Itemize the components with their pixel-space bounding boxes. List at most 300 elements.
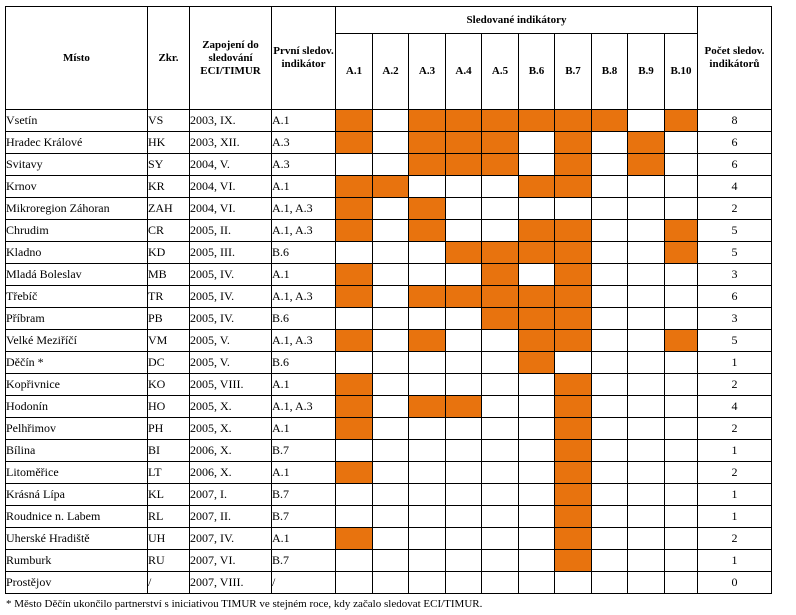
table-row: [6, 374, 772, 396]
cell-zkr: MB: [148, 264, 190, 286]
indicator-cell-b8: [592, 198, 628, 220]
table-body: [6, 110, 772, 594]
cell-pocet: 2: [698, 418, 772, 440]
indicator-cell-b7: [555, 176, 592, 198]
indicator-cell-b9: [628, 110, 665, 132]
indicator-cell-a5: [482, 330, 519, 352]
indicator-cell-a4: [446, 264, 482, 286]
cell-zkr: RL: [148, 506, 190, 528]
indicator-cell-b10: [665, 154, 698, 176]
indicator-cell-a2: [373, 154, 409, 176]
indicator-cell-a5: [482, 264, 519, 286]
indicator-cell-b6: [519, 198, 555, 220]
cell-zkr: ZAH: [148, 198, 190, 220]
indicator-cell-a5: [482, 242, 519, 264]
indicator-header-a2: A.2: [373, 34, 409, 110]
indicator-cell-b7: [555, 440, 592, 462]
indicator-cell-b10: [665, 418, 698, 440]
indicator-cell-a2: [373, 330, 409, 352]
cell-prvni: A.1: [272, 176, 336, 198]
indicator-cell-a2: [373, 418, 409, 440]
indicator-cell-b9: [628, 330, 665, 352]
indicator-cell-a4: [446, 198, 482, 220]
cell-misto: Svitavy: [6, 154, 148, 176]
indicator-cell-a5: [482, 396, 519, 418]
indicator-cell-a5: [482, 484, 519, 506]
indicator-cell-a4: [446, 440, 482, 462]
cell-zapojeni: 2005, X.: [190, 418, 272, 440]
indicator-cell-a1: [336, 264, 373, 286]
indicator-cell-a4: [446, 242, 482, 264]
indicator-cell-a2: [373, 242, 409, 264]
footnote: * Město Děčín ukončilo partnerství s iniciativou TIMUR ve stejném roce, kdy začalo sledovat ECI/TIMUR.: [6, 598, 483, 610]
cell-pocet: 2: [698, 528, 772, 550]
cell-zapojeni: 2006, X.: [190, 462, 272, 484]
cell-zapojeni: 2005, IV.: [190, 286, 272, 308]
indicator-cell-b8: [592, 572, 628, 594]
indicator-cell-a5: [482, 506, 519, 528]
indicator-cell-b6: [519, 286, 555, 308]
indicator-cell-a1: [336, 176, 373, 198]
indicator-cell-a3: [409, 220, 446, 242]
indicator-cell-a3: [409, 286, 446, 308]
indicator-cell-b8: [592, 220, 628, 242]
cell-misto: Děčín *: [6, 352, 148, 374]
cell-misto: Pelhřimov: [6, 418, 148, 440]
cell-zkr: PH: [148, 418, 190, 440]
indicator-cell-a5: [482, 286, 519, 308]
cell-pocet: 1: [698, 440, 772, 462]
indicator-cell-a3: [409, 264, 446, 286]
indicator-cell-b10: [665, 286, 698, 308]
table-row: [6, 176, 772, 198]
indicator-cell-b9: [628, 352, 665, 374]
cell-pocet: 2: [698, 198, 772, 220]
cell-prvni: A.1: [272, 110, 336, 132]
indicator-cell-a2: [373, 528, 409, 550]
indicator-cell-b6: [519, 154, 555, 176]
indicator-cell-a2: [373, 550, 409, 572]
indicator-cell-b8: [592, 352, 628, 374]
indicator-cell-b6: [519, 176, 555, 198]
indicator-cell-b10: [665, 440, 698, 462]
indicator-cell-a2: [373, 264, 409, 286]
cell-pocet: 6: [698, 154, 772, 176]
indicator-cell-b6: [519, 484, 555, 506]
cell-prvni: B.7: [272, 440, 336, 462]
indicator-cell-a2: [373, 198, 409, 220]
indicator-cell-b9: [628, 418, 665, 440]
cell-misto: Roudnice n. Labem: [6, 506, 148, 528]
indicator-cell-b7: [555, 286, 592, 308]
table-row: [6, 264, 772, 286]
indicator-cell-a3: [409, 176, 446, 198]
indicator-cell-b10: [665, 484, 698, 506]
cell-zkr: DC: [148, 352, 190, 374]
cell-zapojeni: 2007, II.: [190, 506, 272, 528]
cell-zkr: TR: [148, 286, 190, 308]
cell-pocet: 1: [698, 506, 772, 528]
cell-misto: Prostějov: [6, 572, 148, 594]
cell-prvni: A.1: [272, 462, 336, 484]
indicator-cell-a4: [446, 220, 482, 242]
cell-zkr: PB: [148, 308, 190, 330]
indicator-cell-b6: [519, 528, 555, 550]
indicator-cell-a4: [446, 506, 482, 528]
cell-zkr: VS: [148, 110, 190, 132]
indicator-header-a3: A.3: [409, 34, 446, 110]
indicator-cell-b10: [665, 220, 698, 242]
table-row: [6, 418, 772, 440]
indicator-cell-a1: [336, 352, 373, 374]
indicator-cell-a1: [336, 154, 373, 176]
indicator-table: [5, 6, 772, 594]
cell-prvni: A.1, A.3: [272, 330, 336, 352]
indicator-header-b6: B.6: [519, 34, 555, 110]
indicator-cell-b6: [519, 550, 555, 572]
indicator-cell-b9: [628, 308, 665, 330]
indicator-cell-a3: [409, 374, 446, 396]
indicator-cell-b10: [665, 242, 698, 264]
cell-pocet: 5: [698, 242, 772, 264]
indicator-cell-b6: [519, 308, 555, 330]
indicator-cell-a3: [409, 572, 446, 594]
indicator-cell-b10: [665, 396, 698, 418]
cell-pocet: 3: [698, 308, 772, 330]
cell-zapojeni: 2003, XII.: [190, 132, 272, 154]
cell-zapojeni: 2004, V.: [190, 154, 272, 176]
indicator-cell-a5: [482, 528, 519, 550]
indicator-cell-a4: [446, 352, 482, 374]
cell-pocet: 4: [698, 176, 772, 198]
table-row: [6, 462, 772, 484]
cell-zapojeni: 2007, VI.: [190, 550, 272, 572]
indicator-cell-b7: [555, 374, 592, 396]
indicator-cell-b10: [665, 198, 698, 220]
indicator-cell-b7: [555, 352, 592, 374]
indicator-cell-b10: [665, 506, 698, 528]
indicator-cell-b9: [628, 154, 665, 176]
cell-pocet: 6: [698, 132, 772, 154]
indicator-cell-a4: [446, 418, 482, 440]
cell-zapojeni: 2005, X.: [190, 396, 272, 418]
indicator-cell-a3: [409, 198, 446, 220]
indicator-cell-b7: [555, 550, 592, 572]
indicator-cell-a4: [446, 528, 482, 550]
indicator-cell-b8: [592, 462, 628, 484]
indicator-cell-b7: [555, 132, 592, 154]
cell-misto: Kopřivnice: [6, 374, 148, 396]
table-row: [6, 308, 772, 330]
cell-zapojeni: 2007, I.: [190, 484, 272, 506]
indicator-cell-a4: [446, 462, 482, 484]
indicator-cell-b9: [628, 374, 665, 396]
cell-prvni: A.1, A.3: [272, 396, 336, 418]
indicator-cell-a4: [446, 308, 482, 330]
cell-misto: Kladno: [6, 242, 148, 264]
cell-misto: Uherské Hradiště: [6, 528, 148, 550]
indicator-cell-a3: [409, 308, 446, 330]
cell-zkr: KL: [148, 484, 190, 506]
cell-prvni: A.3: [272, 154, 336, 176]
indicator-cell-a2: [373, 176, 409, 198]
indicator-cell-a4: [446, 550, 482, 572]
indicator-cell-b6: [519, 220, 555, 242]
indicator-cell-a1: [336, 396, 373, 418]
table-row: [6, 110, 772, 132]
indicator-cell-b10: [665, 572, 698, 594]
cell-misto: Litoměřice: [6, 462, 148, 484]
indicator-cell-b8: [592, 242, 628, 264]
cell-pocet: 2: [698, 462, 772, 484]
indicator-cell-b7: [555, 396, 592, 418]
indicator-cell-a1: [336, 132, 373, 154]
indicator-cell-b8: [592, 110, 628, 132]
cell-zapojeni: 2004, VI.: [190, 176, 272, 198]
table-row: [6, 286, 772, 308]
cell-zkr: HO: [148, 396, 190, 418]
indicator-cell-b6: [519, 352, 555, 374]
indicator-header-b8: B.8: [592, 34, 628, 110]
indicator-cell-b7: [555, 110, 592, 132]
header-row-1: [6, 7, 772, 34]
indicator-cell-a1: [336, 308, 373, 330]
indicator-cell-b7: [555, 220, 592, 242]
indicator-cell-b7: [555, 264, 592, 286]
table-row: [6, 198, 772, 220]
indicator-cell-a1: [336, 440, 373, 462]
indicator-cell-b7: [555, 418, 592, 440]
indicator-cell-b9: [628, 440, 665, 462]
indicator-cell-b7: [555, 462, 592, 484]
cell-pocet: 0: [698, 572, 772, 594]
cell-pocet: 2: [698, 374, 772, 396]
cell-zkr: CR: [148, 220, 190, 242]
cell-zapojeni: 2005, VIII.: [190, 374, 272, 396]
indicator-cell-b8: [592, 550, 628, 572]
cell-zapojeni: 2005, II.: [190, 220, 272, 242]
cell-zapojeni: 2003, IX.: [190, 110, 272, 132]
cell-prvni: A.1, A.3: [272, 220, 336, 242]
indicator-cell-b8: [592, 308, 628, 330]
indicator-cell-b7: [555, 198, 592, 220]
col-header-sledovane: Sledované indikátory: [336, 7, 698, 34]
indicator-cell-b8: [592, 176, 628, 198]
indicator-cell-b9: [628, 242, 665, 264]
indicator-header-b7: B.7: [555, 34, 592, 110]
indicator-cell-a3: [409, 242, 446, 264]
cell-pocet: 5: [698, 220, 772, 242]
indicator-cell-a1: [336, 572, 373, 594]
indicator-cell-a5: [482, 462, 519, 484]
table-row: [6, 132, 772, 154]
indicator-cell-b8: [592, 484, 628, 506]
cell-zapojeni: 2005, IV.: [190, 308, 272, 330]
cell-misto: Rumburk: [6, 550, 148, 572]
indicator-cell-b6: [519, 462, 555, 484]
indicator-cell-a3: [409, 396, 446, 418]
indicator-cell-b8: [592, 374, 628, 396]
col-header-misto: Místo: [6, 7, 148, 110]
indicator-cell-a3: [409, 462, 446, 484]
indicator-cell-b10: [665, 550, 698, 572]
indicator-cell-b8: [592, 440, 628, 462]
indicator-cell-b8: [592, 396, 628, 418]
indicator-cell-a5: [482, 572, 519, 594]
indicator-cell-a5: [482, 352, 519, 374]
indicator-cell-a3: [409, 506, 446, 528]
indicator-cell-a5: [482, 308, 519, 330]
indicator-cell-b9: [628, 484, 665, 506]
indicator-cell-a1: [336, 110, 373, 132]
indicator-cell-a2: [373, 462, 409, 484]
col-header-pocet: Počet sledov. indikátorů: [698, 7, 772, 110]
indicator-cell-a2: [373, 506, 409, 528]
indicator-cell-a5: [482, 220, 519, 242]
indicator-cell-b6: [519, 264, 555, 286]
indicator-cell-b7: [555, 330, 592, 352]
indicator-cell-a1: [336, 374, 373, 396]
cell-prvni: A.1: [272, 374, 336, 396]
table-row: [6, 242, 772, 264]
indicator-cell-b7: [555, 506, 592, 528]
indicator-cell-a3: [409, 484, 446, 506]
indicator-cell-a3: [409, 330, 446, 352]
cell-pocet: 1: [698, 484, 772, 506]
col-header-zkr: Zkr.: [148, 7, 190, 110]
table-row: [6, 352, 772, 374]
table-row: [6, 220, 772, 242]
cell-zapojeni: 2007, IV.: [190, 528, 272, 550]
indicator-cell-b10: [665, 528, 698, 550]
indicator-cell-b6: [519, 506, 555, 528]
indicator-cell-a2: [373, 352, 409, 374]
indicator-cell-b10: [665, 110, 698, 132]
indicator-cell-a3: [409, 110, 446, 132]
cell-misto: Třebíč: [6, 286, 148, 308]
indicator-cell-b10: [665, 308, 698, 330]
indicator-cell-b9: [628, 462, 665, 484]
cell-zapojeni: 2005, III.: [190, 242, 272, 264]
indicator-cell-a3: [409, 440, 446, 462]
cell-zkr: KO: [148, 374, 190, 396]
cell-misto: Krásná Lípa: [6, 484, 148, 506]
cell-prvni: B.7: [272, 550, 336, 572]
cell-zapojeni: 2005, V.: [190, 330, 272, 352]
cell-zapojeni: 2005, IV.: [190, 264, 272, 286]
cell-misto: Hodonín: [6, 396, 148, 418]
cell-pocet: 6: [698, 286, 772, 308]
indicator-cell-b6: [519, 132, 555, 154]
indicator-cell-a5: [482, 550, 519, 572]
table-row: [6, 154, 772, 176]
indicator-cell-a5: [482, 418, 519, 440]
indicator-cell-b9: [628, 396, 665, 418]
cell-pocet: 4: [698, 396, 772, 418]
indicator-cell-a2: [373, 110, 409, 132]
cell-zapojeni: 2004, VI.: [190, 198, 272, 220]
cell-prvni: B.7: [272, 506, 336, 528]
indicator-cell-a2: [373, 220, 409, 242]
col-header-prvni: První sledov. indikátor: [272, 7, 336, 110]
indicator-cell-b6: [519, 396, 555, 418]
indicator-cell-b7: [555, 154, 592, 176]
indicator-header-a1: A.1: [336, 34, 373, 110]
indicator-cell-a5: [482, 132, 519, 154]
indicator-cell-a1: [336, 198, 373, 220]
indicator-cell-b10: [665, 462, 698, 484]
cell-misto: Krnov: [6, 176, 148, 198]
cell-prvni: B.7: [272, 484, 336, 506]
cell-misto: Příbram: [6, 308, 148, 330]
cell-prvni: B.6: [272, 308, 336, 330]
indicator-cell-a4: [446, 330, 482, 352]
table-row: [6, 440, 772, 462]
indicator-cell-a1: [336, 506, 373, 528]
indicator-cell-b6: [519, 572, 555, 594]
indicator-cell-b7: [555, 308, 592, 330]
cell-prvni: /: [272, 572, 336, 594]
indicator-cell-a2: [373, 308, 409, 330]
indicator-cell-a3: [409, 418, 446, 440]
cell-zkr: SY: [148, 154, 190, 176]
indicator-cell-a1: [336, 286, 373, 308]
indicator-cell-a1: [336, 242, 373, 264]
indicator-cell-b8: [592, 528, 628, 550]
indicator-cell-a4: [446, 132, 482, 154]
indicator-cell-b8: [592, 506, 628, 528]
indicator-cell-b8: [592, 132, 628, 154]
cell-prvni: A.1: [272, 264, 336, 286]
indicator-cell-a1: [336, 550, 373, 572]
cell-misto: Chrudim: [6, 220, 148, 242]
indicator-cell-b7: [555, 528, 592, 550]
indicator-cell-b6: [519, 374, 555, 396]
indicator-cell-b9: [628, 286, 665, 308]
indicator-cell-a5: [482, 176, 519, 198]
indicator-cell-a2: [373, 484, 409, 506]
indicator-cell-a5: [482, 440, 519, 462]
table-row: [6, 506, 772, 528]
cell-misto: Velké Meziříčí: [6, 330, 148, 352]
indicator-cell-b6: [519, 110, 555, 132]
indicator-header-a4: A.4: [446, 34, 482, 110]
indicator-cell-a3: [409, 352, 446, 374]
col-header-zapojeni: Zapojení do sledování ECI/TIMUR: [190, 7, 272, 110]
indicator-cell-a4: [446, 572, 482, 594]
cell-pocet: 1: [698, 352, 772, 374]
indicator-cell-b9: [628, 550, 665, 572]
indicator-cell-a2: [373, 396, 409, 418]
cell-prvni: A.3: [272, 132, 336, 154]
indicator-cell-b9: [628, 572, 665, 594]
indicator-cell-a2: [373, 572, 409, 594]
indicator-cell-b7: [555, 484, 592, 506]
indicator-cell-a2: [373, 132, 409, 154]
indicator-cell-a4: [446, 176, 482, 198]
cell-prvni: A.1: [272, 418, 336, 440]
indicator-cell-a1: [336, 330, 373, 352]
cell-prvni: A.1, A.3: [272, 286, 336, 308]
indicator-cell-a4: [446, 286, 482, 308]
indicator-cell-a5: [482, 110, 519, 132]
indicator-cell-a4: [446, 374, 482, 396]
cell-zapojeni: 2007, VIII.: [190, 572, 272, 594]
cell-zapojeni: 2005, V.: [190, 352, 272, 374]
cell-prvni: A.1, A.3: [272, 198, 336, 220]
cell-zkr: UH: [148, 528, 190, 550]
indicator-cell-b10: [665, 330, 698, 352]
